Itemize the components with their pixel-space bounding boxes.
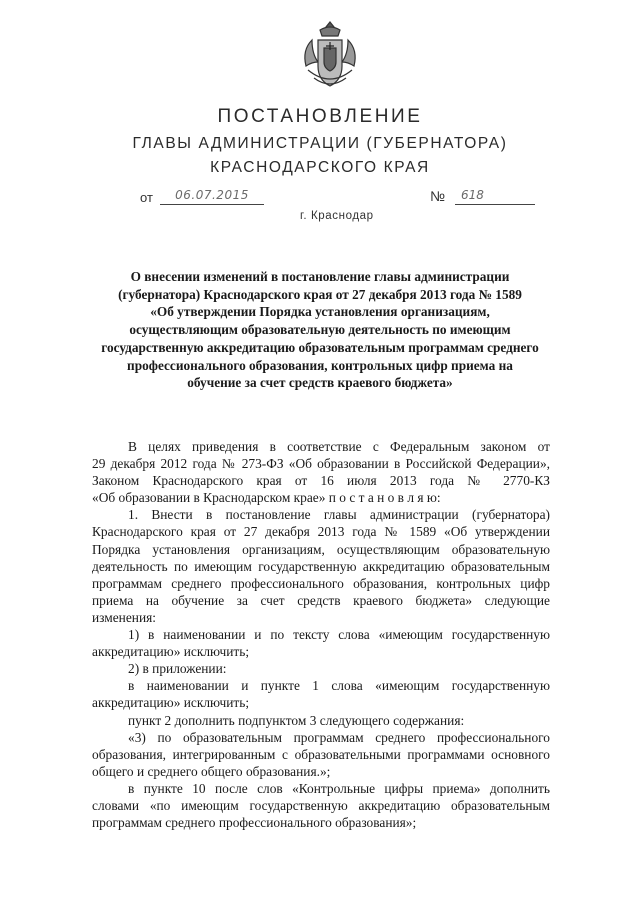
title-line: (губернатора) Краснодарского края от 27 декабря 2013 года № 1589 xyxy=(118,286,522,302)
coat-of-arms-icon xyxy=(298,18,362,94)
title-line: государственную аккредитацию образовательным программам среднего xyxy=(101,339,539,355)
body-line: 29 декабря 2012 года № 273-ФЗ «Об образовании в Российской Федерации», xyxy=(92,456,550,472)
issuer-heading: ГЛАВЫ АДМИНИСТРАЦИИ (ГУБЕРНАТОРА) xyxy=(132,135,508,152)
body-line: Краснодарского края от 27 декабря 2013 года № 1589 «Об утверждении xyxy=(92,524,550,540)
region-heading: КРАСНОДАРСКОГО КРАЯ xyxy=(210,159,430,176)
date-number-row xyxy=(0,188,640,212)
title-line: обучение за счет средств краевого бюджета» xyxy=(187,375,453,391)
body-line: пункт 2 дополнить подпунктом 3 следующего содержания: xyxy=(128,712,465,728)
document-type-heading: ПОСТАНОВЛЕНИЕ xyxy=(217,106,423,127)
body-line: аккредитацию» исключить; xyxy=(92,695,250,711)
title-line: осуществляющим образовательную деятельность по имеющим xyxy=(129,322,511,338)
body-line: изменения: xyxy=(92,609,157,625)
date-label: от xyxy=(140,190,153,205)
body-line: программам среднего профессионального образования, контрольных цифр xyxy=(92,575,550,591)
body-line: аккредитацию» исключить; xyxy=(92,644,250,660)
body-line: «Об образовании в Краснодарском крае» п о с т а н о в л я ю: xyxy=(92,490,441,506)
body-line: 1. Внести в постановление главы администрации (губернатора) xyxy=(128,507,550,523)
body-line: Порядка установления организациям, осуществляющим образовательную xyxy=(92,541,550,557)
body-line: В целях приведения в соответствие с Федеральным законом от xyxy=(128,439,550,454)
city-label: г. Краснодар xyxy=(300,210,374,222)
body-line: словами «по имеющим государственную аккредитацию образовательным xyxy=(92,797,550,813)
body-line: общего и среднего общего образования.»; xyxy=(92,763,331,779)
body-line: 2) в приложении: xyxy=(128,661,227,677)
decree-title xyxy=(100,268,540,392)
decree-body xyxy=(92,438,550,831)
title-line: «Об утверждении Порядка установления организациям, xyxy=(150,304,490,320)
body-line: деятельность по имеющим государственную аккредитацию образовательным xyxy=(92,558,550,574)
number-field: 618 xyxy=(455,188,535,205)
date-field: 06.07.2015 xyxy=(160,188,264,205)
body-line: образования, интегрированным с образовательными программами основного xyxy=(92,746,550,762)
body-line: приема на обучение за счет средств краевого бюджета» следующие xyxy=(92,592,550,608)
number-label: № xyxy=(430,188,446,204)
title-line: профессионального образования, контрольных цифр приема на xyxy=(127,357,513,373)
body-line: в наименовании и пункте 1 слова «имеющим государственную xyxy=(128,678,550,694)
body-line: «3) по образовательным программам среднего профессионального xyxy=(128,729,550,745)
body-line: 1) в наименовании и по тексту слова «имеющим государственную xyxy=(128,627,550,643)
body-line: в пункте 10 после слов «Контрольные цифры приема» дополнить xyxy=(128,780,550,796)
body-line: Законом Краснодарского края от 16 июля 2013 года № 2770-КЗ xyxy=(92,473,550,489)
title-line: О внесении изменений в постановление главы администрации xyxy=(130,269,510,284)
body-line: программам среднего профессионального образования»; xyxy=(92,815,417,831)
